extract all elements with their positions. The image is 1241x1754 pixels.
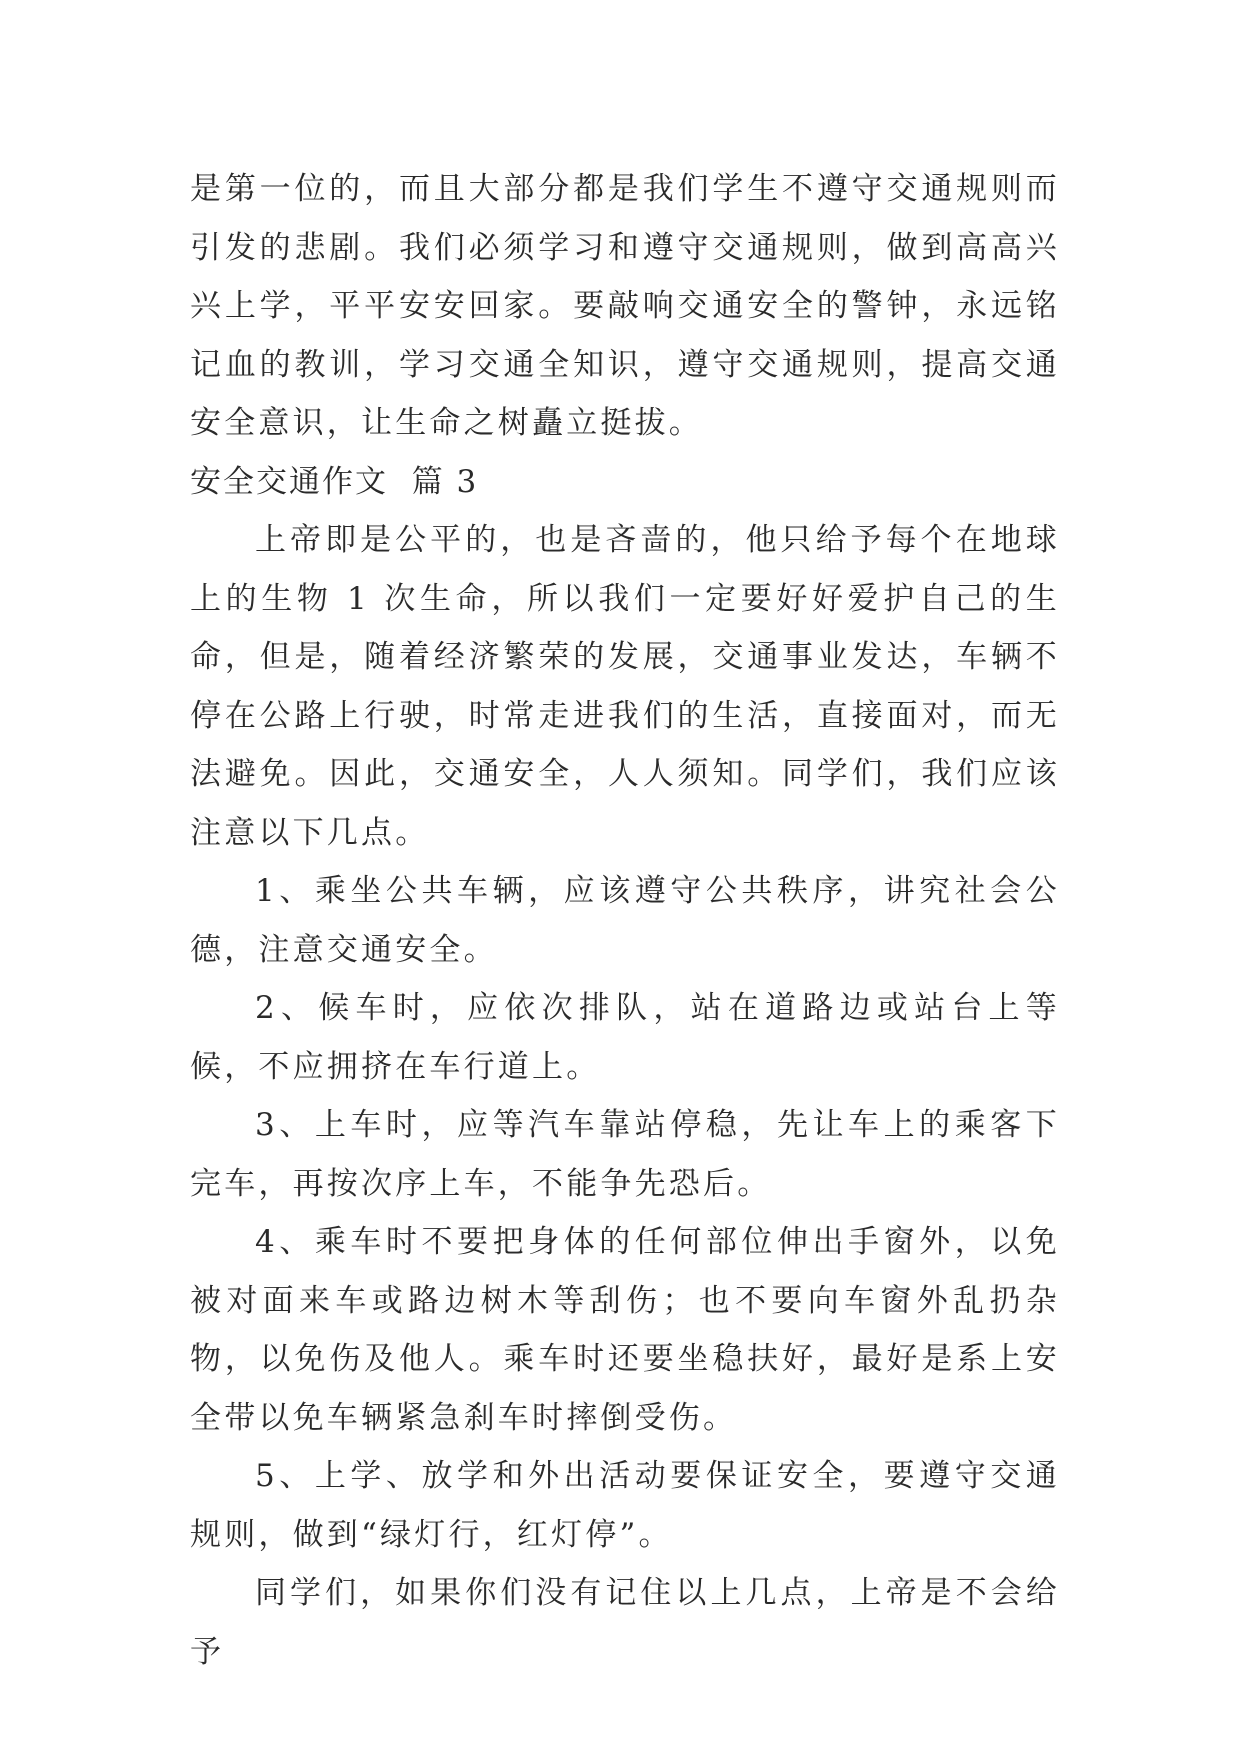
document-page bbox=[190, 160, 1060, 1681]
closing-paragraph: 同学们，如果你们没有记住以上几点，上帝是不会给予 bbox=[190, 1575, 1060, 1670]
list-item-2: 2、候车时，应依次排队，站在道路边或站台上等候，不应拥挤在车行道上。 bbox=[190, 990, 1060, 1085]
continuation-paragraph: 是第一位的，而且大部分都是我们学生不遵守交通规则而引发的悲剧。我们必须学习和遵守交通规则，做到高高兴兴上学，平平安安回家。要敲响交通安全的警钟，永远铭记血的教训，学习交通全知识，遵守交通规则，提高交通安全意识，让生命之树矗立挺拔。 bbox=[190, 171, 1060, 441]
list-item-5: 5、上学、放学和外出活动要保证安全，要遵守交通规则，做到“绿灯行，红灯停”。 bbox=[190, 1458, 1060, 1553]
section-title: 安全交通作文 篇 3 bbox=[190, 463, 479, 500]
list-item-1: 1、乘坐公共车辆，应该遵守公共秩序，讲究社会公德，注意交通安全。 bbox=[190, 873, 1060, 968]
intro-paragraph: 上帝即是公平的，也是吝啬的，他只给予每个在地球上的生物 1 次生命，所以我们一定要好好爱护自己的生命，但是，随着经济繁荣的发展，交通事业发达，车辆不停在公路上行驶，时常走进我们的生活，直接面对，而无法避免。因此，交通安全，人人须知。同学们，我们应该注意以下几点。 bbox=[190, 522, 1060, 851]
list-item-4: 4、乘车时不要把身体的任何部位伸出手窗外，以免被对面来车或路边树木等刮伤；也不要向车窗外乱扔杂物，以免伤及他人。乘车时还要坐稳扶好，最好是系上安全带以免车辆紧急刹车时摔倒受伤。 bbox=[190, 1224, 1060, 1436]
list-item-3: 3、上车时，应等汽车靠站停稳，先让车上的乘客下完车，再按次序上车，不能争先恐后。 bbox=[190, 1107, 1060, 1202]
